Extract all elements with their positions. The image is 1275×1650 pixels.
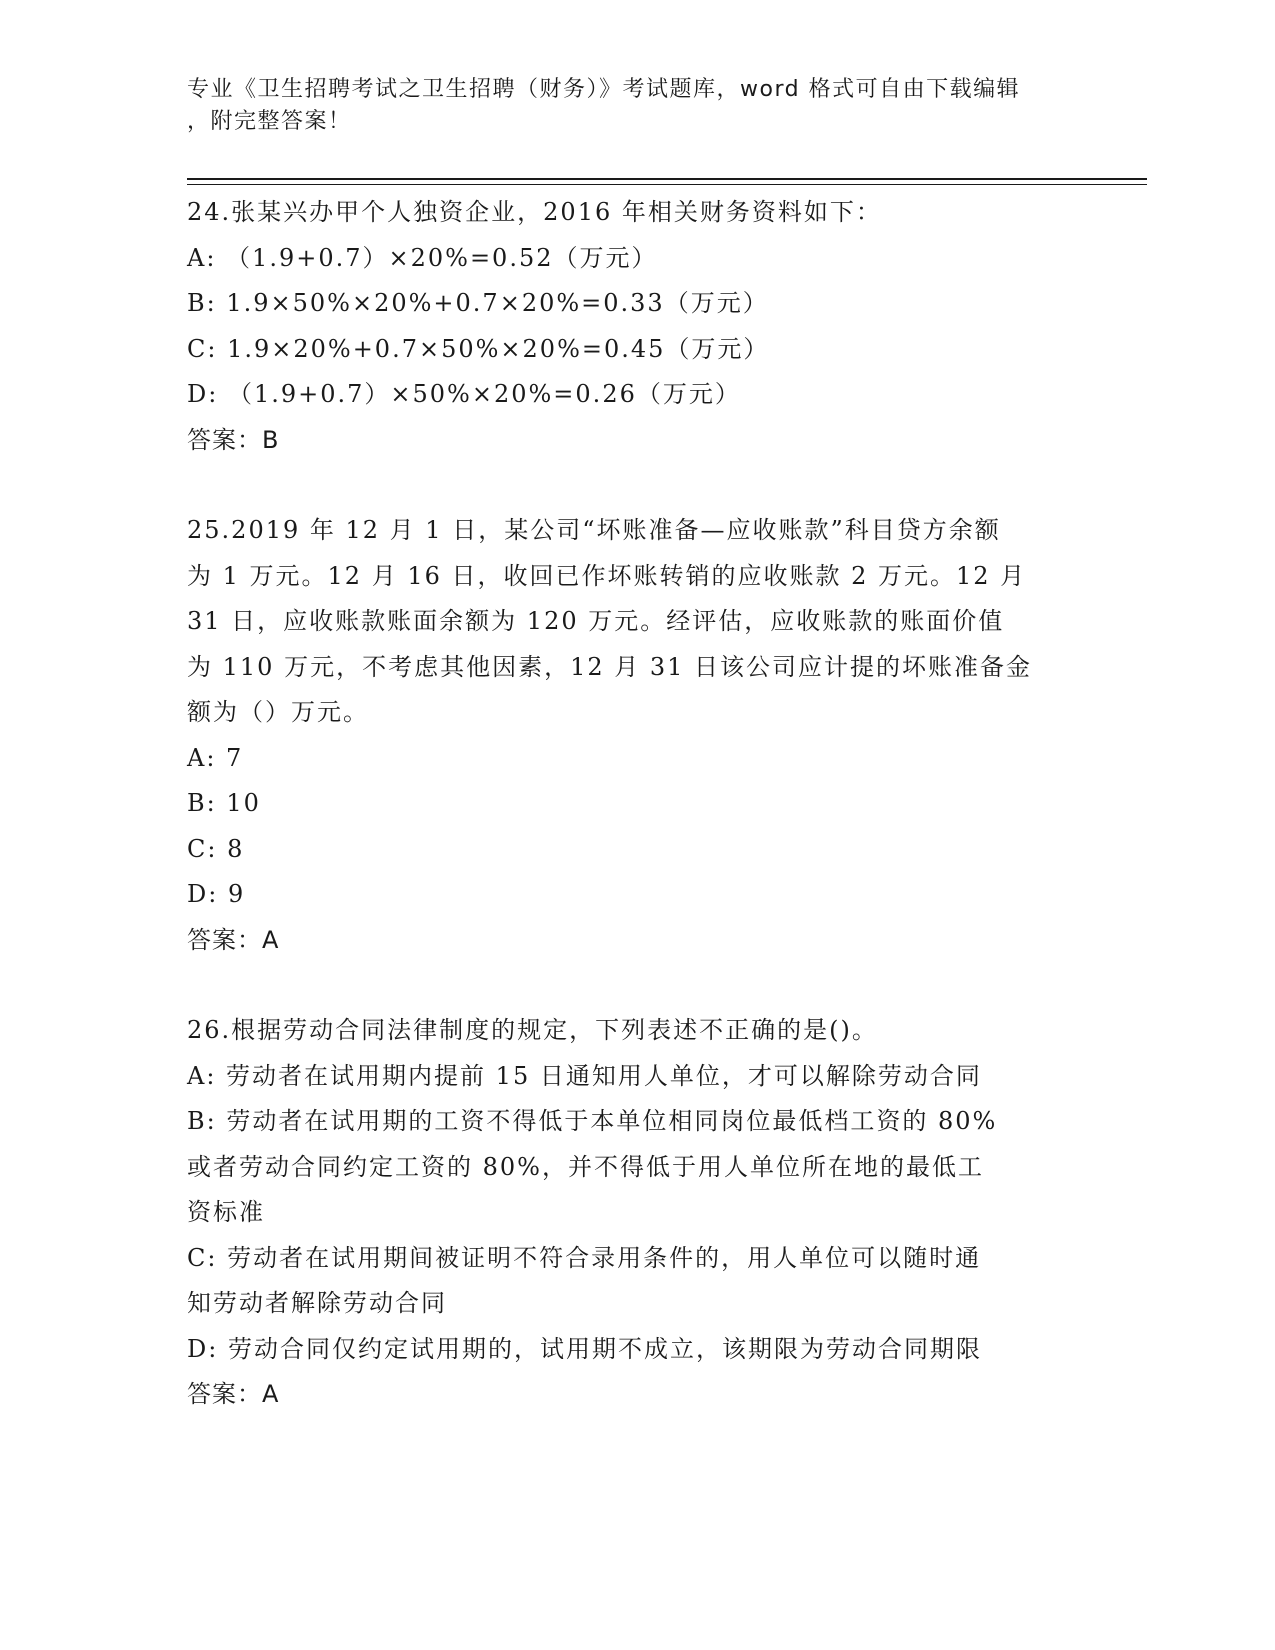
option-d: D: 劳动合同仅约定试用期的，试用期不成立，该期限为劳动合同期限 [187,1334,982,1363]
option-b-continued: 资标准 [187,1198,265,1226]
question-stem: 为 110 万元，不考虑其他因素，12 月 31 日该公司应计提的坏账准备金 [187,652,1033,681]
question-25 [187,508,1147,963]
option-c: C: 8 [187,834,245,863]
answer-label: 答案：A [187,1380,280,1408]
option-a: A: 劳动者在试用期内提前 15 日通知用人单位，才可以解除劳动合同 [187,1061,982,1090]
question-26 [187,1008,1147,1418]
question-stem: 26.根据劳动合同法律制度的规定，下列表述不正确的是()。 [187,1016,878,1044]
header-divider [187,178,1147,180]
header-line: 专业《卫生招聘考试之卫生招聘（财务）》考试题库，word 格式可自由下载编辑 [187,77,1021,102]
answer-label: 答案：B [187,425,280,454]
question-list [187,190,1147,1418]
question-stem: 24.张某兴办甲个人独资企业，2016 年相关财务资料如下： [187,198,882,226]
question-stem: 25.2019 年 12 月 1 日，某公司“坏账准备—应收账款”科目贷方余额 [187,516,1001,544]
option-c-continued: 知劳动者解除劳动合同 [187,1289,447,1317]
question-gap [187,463,1147,508]
question-stem: 31 日，应收账款账面余额为 120 万元。经评估，应收账款的账面价值 [187,607,1005,635]
header-divider-thin [187,184,1147,185]
question-gap [187,963,1147,1008]
option-d: D: 9 [187,880,246,908]
answer-label: 答案：A [187,925,280,954]
option-a: A: 7 [187,743,244,772]
option-a: A: （1.9+0.7）×20%=0.52（万元） [187,243,658,272]
question-stem: 额为（）万元。 [187,698,369,726]
option-b-continued: 或者劳动合同约定工资的 80%，并不得低于用人单位所在地的最低工 [187,1152,984,1181]
question-24 [187,190,1147,463]
option-c: C: 1.9×20%+0.7×50%×20%=0.45（万元） [187,334,770,363]
option-d: D: （1.9+0.7）×50%×20%=0.26（万元） [187,380,741,408]
option-b: B: 劳动者在试用期的工资不得低于本单位相同岗位最低档工资的 80% [187,1107,998,1135]
option-b: B: 1.9×50%×20%+0.7×20%=0.33（万元） [187,289,769,317]
option-c: C: 劳动者在试用期间被证明不符合录用条件的，用人单位可以随时通 [187,1243,982,1272]
option-b: B: 10 [187,789,261,817]
question-stem: 为 1 万元。12 月 16 日，收回已作坏账转销的应收账款 2 万元。12 月 [187,561,1027,590]
document-header [187,74,1067,138]
header-line: ，附完整答案！ [187,109,352,134]
